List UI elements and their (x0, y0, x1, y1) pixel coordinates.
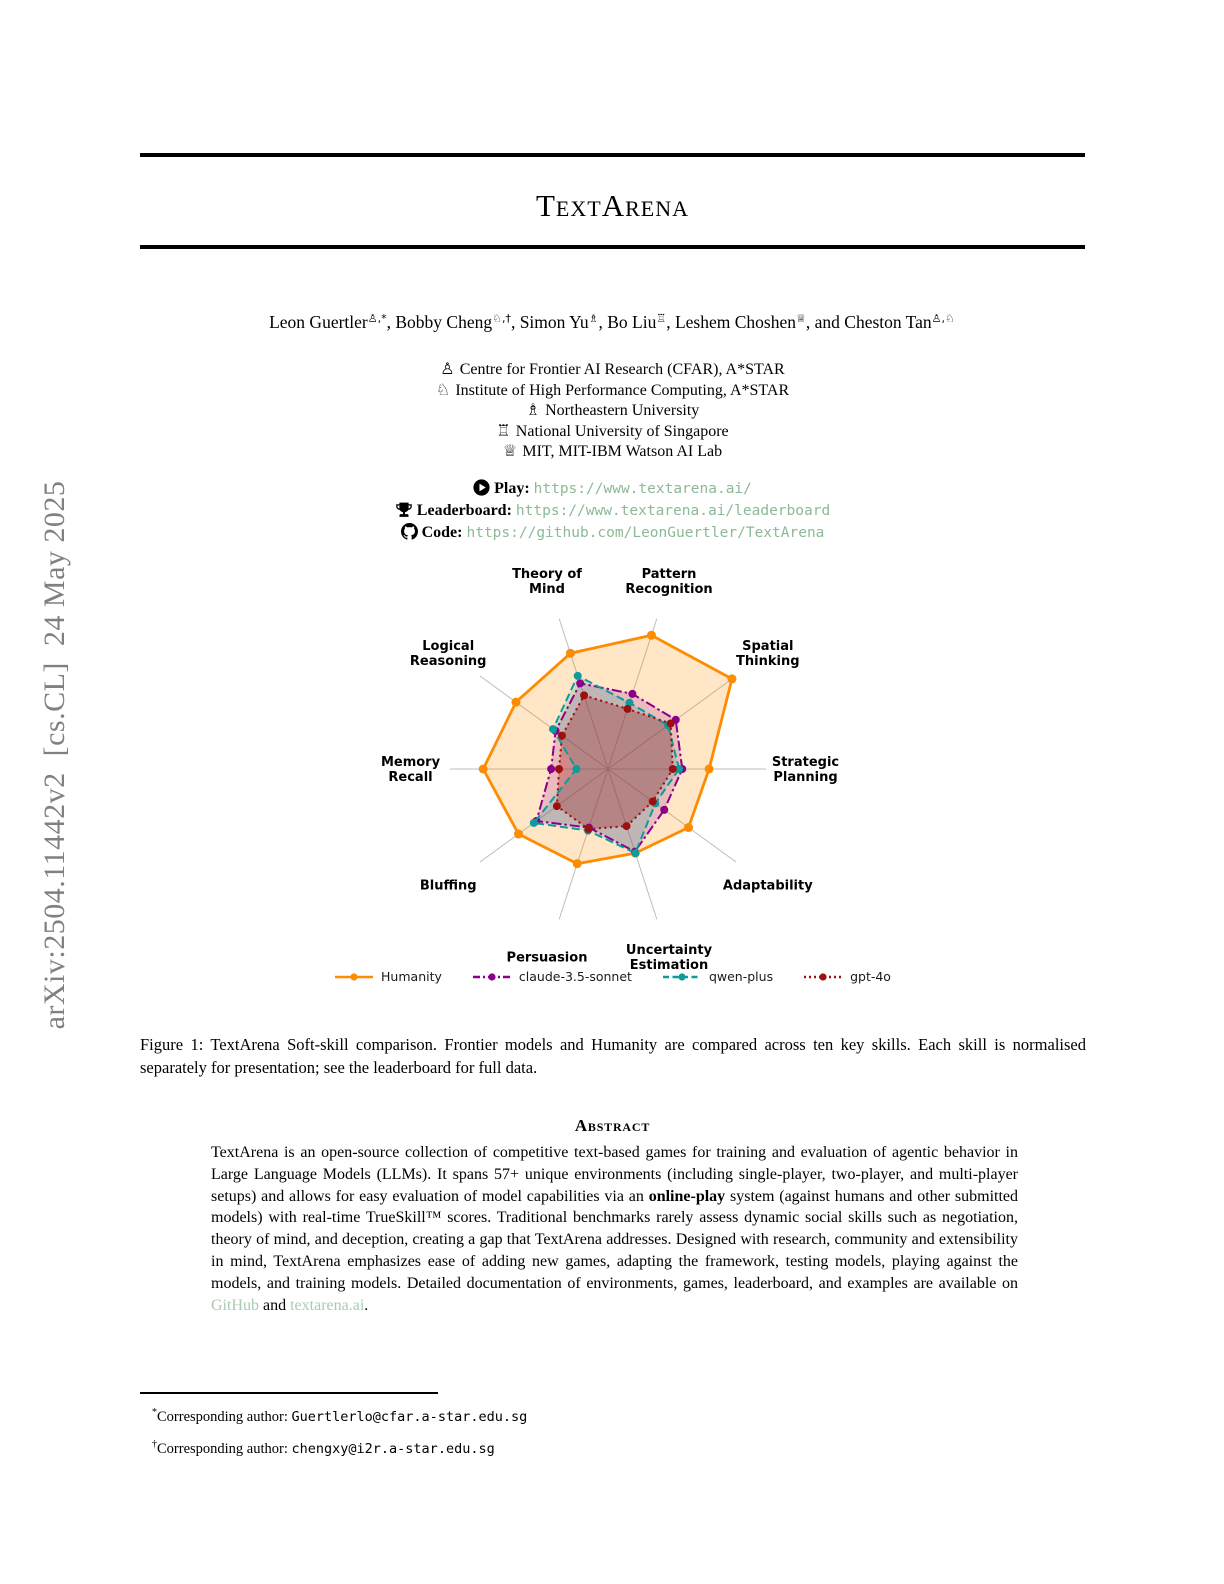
resource-links (140, 479, 1085, 545)
author-name: Leshem Choshen (674, 312, 796, 332)
link-label: Code: (421, 524, 467, 541)
author-name: Leon Guertler (269, 312, 368, 332)
footnote-email[interactable]: Guertlerlo@cfar.a-star.edu.sg (291, 1408, 528, 1425)
radar-axis-label: Persuasion (506, 950, 588, 966)
author-line: Leon Guertler♙,*, Bobby Cheng♘,†, Simon Yu♗, Bo Liu♖, Leshem Choshen♕, and Cheston Tan♙,♘ (269, 312, 955, 332)
radar-point-gpt-4o (669, 765, 677, 773)
link-row (140, 479, 1085, 501)
affiliation-list (140, 359, 1085, 462)
link-url[interactable]: https://github.com/LeonGuertler/TextArena (466, 525, 825, 541)
author-affiliation-marks: ♗ (588, 312, 599, 325)
author-affiliation-marks: ♖ (656, 312, 667, 325)
chess-piece-icon: ♗ (525, 400, 546, 419)
author-name: Simon Yu (519, 312, 589, 332)
abstract-link[interactable]: textarena.ai (290, 1296, 365, 1314)
footnotes (140, 1399, 900, 1463)
link-row (140, 501, 1085, 523)
radar-point-Humanity (479, 765, 488, 774)
radar-point-gpt-4o (649, 798, 657, 806)
chess-piece-icon: ♖ (496, 420, 516, 440)
header-rule-top (140, 153, 1085, 157)
radar-axis-label: Logical Reasoning (409, 638, 487, 669)
radar-point-gpt-4o (555, 765, 563, 773)
affiliation-text: Centre for Frontier AI Research (CFAR), A*STAR (459, 361, 785, 378)
chess-piece-icon: ♘ (435, 379, 456, 399)
affiliation-line (140, 400, 1085, 421)
radar-point-gpt-4o (558, 732, 566, 740)
radar-point-gpt-4o (584, 825, 592, 833)
author-name: Cheston Tan (844, 312, 932, 332)
link-url[interactable]: https://www.textarena.ai/leaderboard (515, 503, 831, 519)
affiliation-line (140, 441, 1085, 462)
radar-point-claude-3.5-sonnet (547, 765, 555, 773)
affiliation-text: Institute of High Performance Computing, A*STAR (455, 381, 790, 399)
radar-point-Humanity (647, 631, 656, 640)
radar-axis-label: Uncertainty Estimation (625, 942, 713, 973)
chess-piece-icon: ♙ (440, 359, 460, 378)
radar-axis-label: Adaptability (722, 878, 813, 894)
radar-point-claude-3.5-sonnet (576, 679, 584, 687)
abstract-text (211, 1142, 1018, 1316)
abstract-segment: . (364, 1296, 369, 1314)
radar-axis-label: Pattern Recognition (625, 567, 713, 598)
author-affiliation-marks: ♙,♘ (931, 312, 955, 325)
radar-point-Humanity (511, 698, 520, 707)
radar-axis-label: Spatial Thinking (736, 638, 800, 669)
radar-point-gpt-4o (623, 822, 631, 830)
arxiv-watermark: arXiv:2504.11442v2 [cs.CL] 24 May 2025 (38, 480, 71, 1030)
footnote-text: Corresponding author: (157, 1408, 292, 1425)
legend-label: gpt-4o (850, 969, 891, 984)
abstract-segment: system (against humans and other submitted models) with real-time TrueSkill™ scores. Traditional benchmarks rarely assess dynamic social skills such as negotiation, theory of mind, and deception, creating a gap that TextArena addresses. Designed with research, community and extensibility in mind, TextArena emphasizes ease of adding new games, adapting the framework, testing models, playing against the models, and training models. Detailed documentation of environments, games, leaderboard, and examples are available on (211, 1187, 1018, 1292)
legend-line-sample (334, 970, 374, 984)
footnote-marker: * (152, 1407, 157, 1418)
chart-legend (140, 969, 1085, 984)
radar-point-qwen-plus (574, 672, 582, 680)
radar-point-Humanity (684, 823, 693, 832)
radar-point-gpt-4o (580, 691, 588, 699)
radar-point-qwen-plus (549, 725, 557, 733)
footnote-line (140, 1399, 900, 1431)
legend-line-sample (472, 970, 512, 984)
link-url[interactable]: https://www.textarena.ai/ (533, 481, 752, 497)
footnote-text: Corresponding author: (157, 1440, 292, 1457)
radar-point-qwen-plus (530, 819, 538, 827)
radar-point-qwen-plus (631, 849, 639, 857)
radar-chart (363, 558, 863, 980)
legend-item-qwen-plus (662, 969, 773, 984)
legend-label: qwen-plus (708, 969, 774, 984)
author-name: Bobby Cheng (395, 312, 493, 332)
affiliation-line (140, 380, 1085, 401)
figure-caption: Figure 1: TextArena Soft-skill comparison. Frontier models and Humanity are compared across ten key skills. Each skill is normalised separately for presentation; see the leaderboard for full data. (140, 1035, 1086, 1077)
link-row (140, 523, 1085, 545)
radar-point-gpt-4o (553, 802, 561, 810)
radar-axis-label: Theory of Mind (512, 567, 582, 598)
author-affiliation-marks: ♘,† (492, 312, 511, 325)
author-name: Bo Liu (607, 312, 657, 332)
legend-label: Humanity (381, 969, 442, 984)
paper-title: TextArena (536, 188, 689, 223)
radar-point-Humanity (727, 674, 736, 683)
radar-point-gpt-4o (667, 719, 675, 727)
affiliation-text: MIT, MIT-IBM Watson AI Lab (522, 443, 723, 460)
footnote-line (140, 1431, 900, 1463)
radar-point-claude-3.5-sonnet (628, 690, 636, 698)
legend-item-Humanity (334, 969, 442, 984)
link-label: Leaderboard: (416, 502, 516, 519)
radar-point-Humanity (705, 765, 714, 774)
abstract-segment: and (259, 1296, 291, 1314)
trophy-icon (395, 502, 413, 523)
github-icon (401, 523, 418, 545)
affiliation-line (140, 359, 1085, 380)
abstract-segment: TextArena is an open-source collection of competitive text-based games for training and evaluation of agentic behavior in Large Language Models (LLMs). It spans 57+ unique environments (including single-player, two-player, and multi-player setups) and allows for easy evaluation of model capabilities via an (211, 1144, 1018, 1205)
abstract-heading: Abstract (574, 1116, 651, 1135)
footnote-marker: † (152, 1438, 157, 1450)
abstract-link[interactable]: GitHub (211, 1296, 259, 1314)
link-label: Play: (494, 480, 534, 497)
affiliation-text: National University of Singapore (515, 422, 729, 440)
author-affiliation-marks: ♕ (795, 312, 806, 325)
footnote-rule (140, 1392, 438, 1394)
play-icon (473, 479, 490, 501)
radar-axis-label: Strategic Planning (771, 755, 840, 785)
header-rule-bottom (140, 245, 1085, 249)
radar-point-Humanity (514, 830, 523, 839)
radar-point-Humanity (573, 859, 582, 868)
author-affiliation-marks: ♙,* (367, 312, 387, 325)
radar-point-claude-3.5-sonnet (660, 806, 668, 814)
radar-point-Humanity (566, 649, 575, 658)
chess-piece-icon: ♕ (502, 441, 523, 460)
legend-item-gpt-4o (803, 969, 891, 984)
affiliation-line (140, 421, 1085, 442)
affiliation-text: Northeastern University (545, 402, 700, 419)
abstract-segment: online-play (648, 1187, 726, 1205)
footnote-email[interactable]: chengxy@i2r.a-star.edu.sg (291, 1440, 495, 1457)
legend-item-claude-3.5-sonnet (472, 969, 632, 984)
radar-point-gpt-4o (624, 705, 632, 713)
legend-line-sample (662, 970, 702, 984)
legend-line-sample (803, 970, 843, 984)
radar-point-qwen-plus (572, 765, 580, 773)
legend-label: claude-3.5-sonnet (518, 969, 632, 984)
radar-axis-label: Memory Recall (380, 755, 441, 785)
radar-axis-label: Bluffing (419, 878, 477, 894)
